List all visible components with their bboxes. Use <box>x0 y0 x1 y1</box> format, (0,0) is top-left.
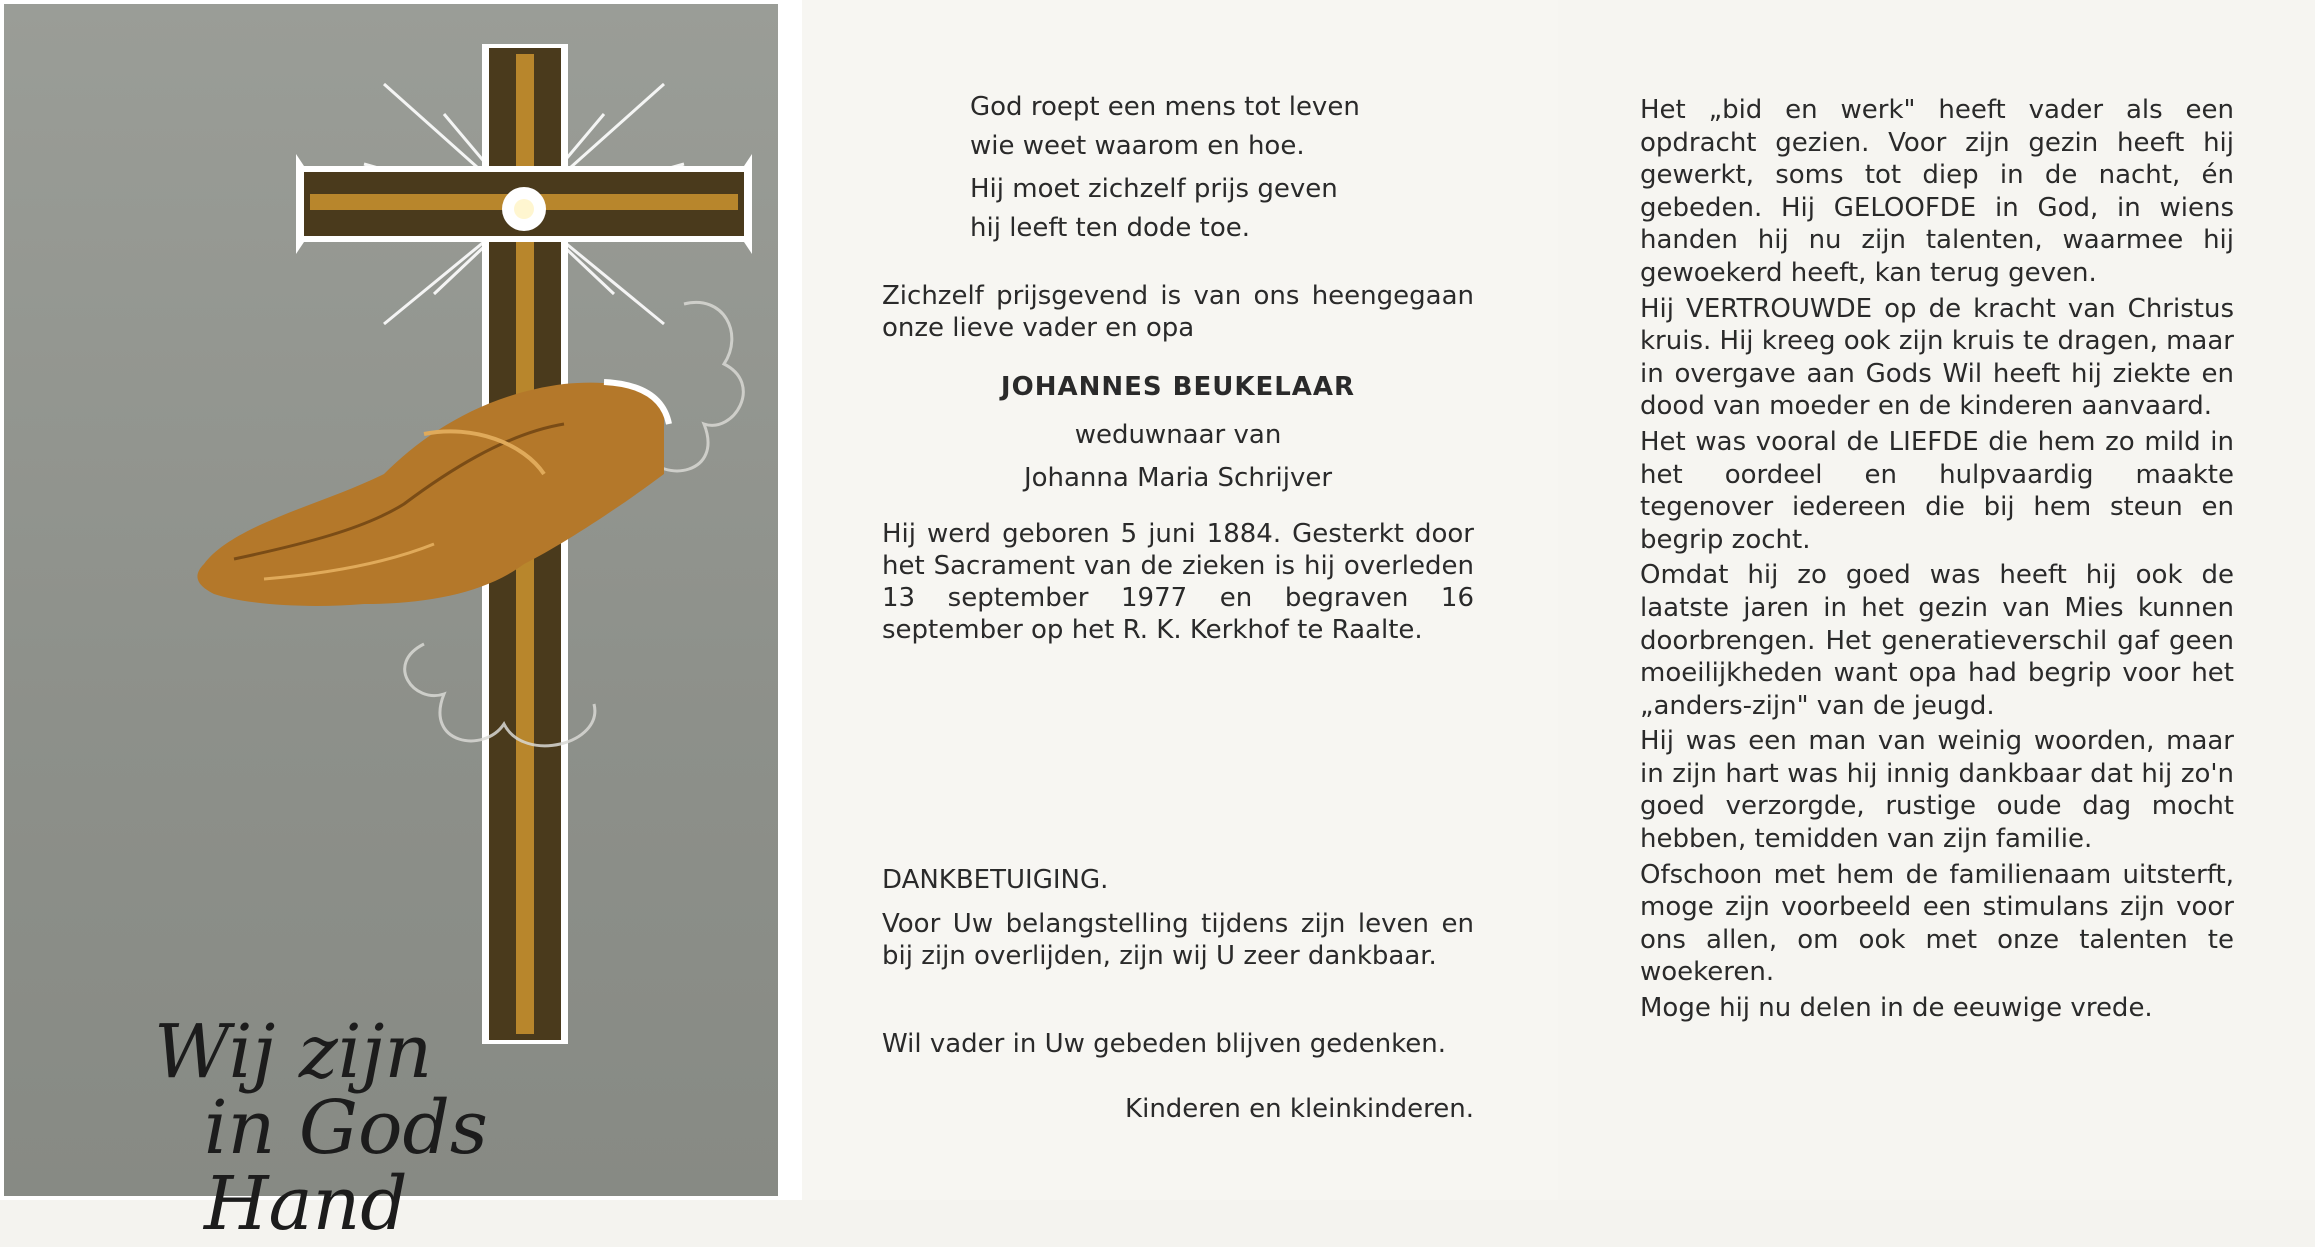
poem-line: wie weet waarom en hoe. <box>970 131 1305 161</box>
tribute-text <box>1640 94 2234 1028</box>
tribute-paragraph: Omdat hij zo goed was heeft hij ook de laatste jaren in het gezin van Mies kunnen doorbrengen. Het generatieverschil gaf geen moeilijkheden want opa had begrip voor het „anders-zijn" van de jeugd. <box>1640 560 2234 721</box>
spouse-name: Johanna Maria Schrijver <box>1023 463 1333 493</box>
thanks-text: Voor Uw belangstelling tijdens zijn leven en bij zijn overlijden, zijn wij U zeer dankbaar. <box>882 909 1474 971</box>
remember-text: Wil vader in Uw gebeden blijven gedenken. <box>882 1029 1447 1059</box>
front-title-line1: Wij zijn <box>154 1009 433 1095</box>
poem-line: hij leeft ten dode toe. <box>970 213 1251 243</box>
widower-label: weduwnaar van <box>1074 420 1282 450</box>
poem-line: Hij moet zichzelf prijs geven <box>970 174 1338 204</box>
poem-line: God roept een mens tot leven <box>970 92 1360 122</box>
open-hand-icon <box>197 382 669 606</box>
tribute-paragraph: Hij was een man van weinig woorden, maar in zijn hart was hij innig dankbaar dat hij zo'n goed verzorgde, rustige oude dag mocht hebben, temidden van zijn familie. <box>1640 726 2234 855</box>
tribute-paragraph: Het „bid en werk" heeft vader als een opdracht gezien. Voor zijn gezin heeft hij gewerkt, soms tot diep in de nacht, én gebeden. Hij GELOOFDE in God, in wiens handen hij nu zijn talenten, waarmee hij gewoekerd heeft, kan terug geven. <box>1640 95 2234 288</box>
tribute-paragraph: Ofschoon met hem de familienaam uitsterft, moge zijn voorbeeld een stimulans zijn voor ons allen, om ook met onze talenten te woekeren. <box>1640 859 2234 988</box>
tribute-paragraph: Hij VERTROUWDE op de kracht van Christus kruis. Hij kreeg ook zijn kruis te dragen, maar in overgave aan Gods Wil heeft hij ziekte en dood van moeder en de kinderen aanvaard. <box>1640 293 2234 422</box>
signature: Kinderen en kleinkinderen. <box>1125 1094 1474 1124</box>
card-front <box>0 0 782 1247</box>
front-title-line2: in Gods Hand <box>204 1085 488 1247</box>
page-gap <box>782 0 802 1200</box>
intro-text: Zichzelf prijsgevend is van ons heengegaan onze lieve vader en opa <box>882 281 1474 343</box>
tribute-paragraph: Het was vooral de LIEFDE die hem zo mild in het oordeel en hulpvaardig maakte tegenover iedereen die bij hem steun en begrip zocht. <box>1640 426 2234 555</box>
poem <box>970 90 1490 254</box>
biography-text: Hij werd geboren 5 juni 1884. Gesterkt door het Sacrament van de zieken is hij overleden 13 september 1977 en begraven 16 september op het R. K. Kerkhof te Raalte. <box>882 519 1474 645</box>
deceased-name: JOHANNES BEUKELAAR <box>1000 372 1356 402</box>
front-title <box>144 1009 664 1247</box>
thanks-heading: DANKBETUIGING. <box>882 865 1109 895</box>
tribute-paragraph: Moge hij nu delen in de eeuwige vrede. <box>1640 993 2153 1024</box>
front-illustration <box>4 4 778 1247</box>
